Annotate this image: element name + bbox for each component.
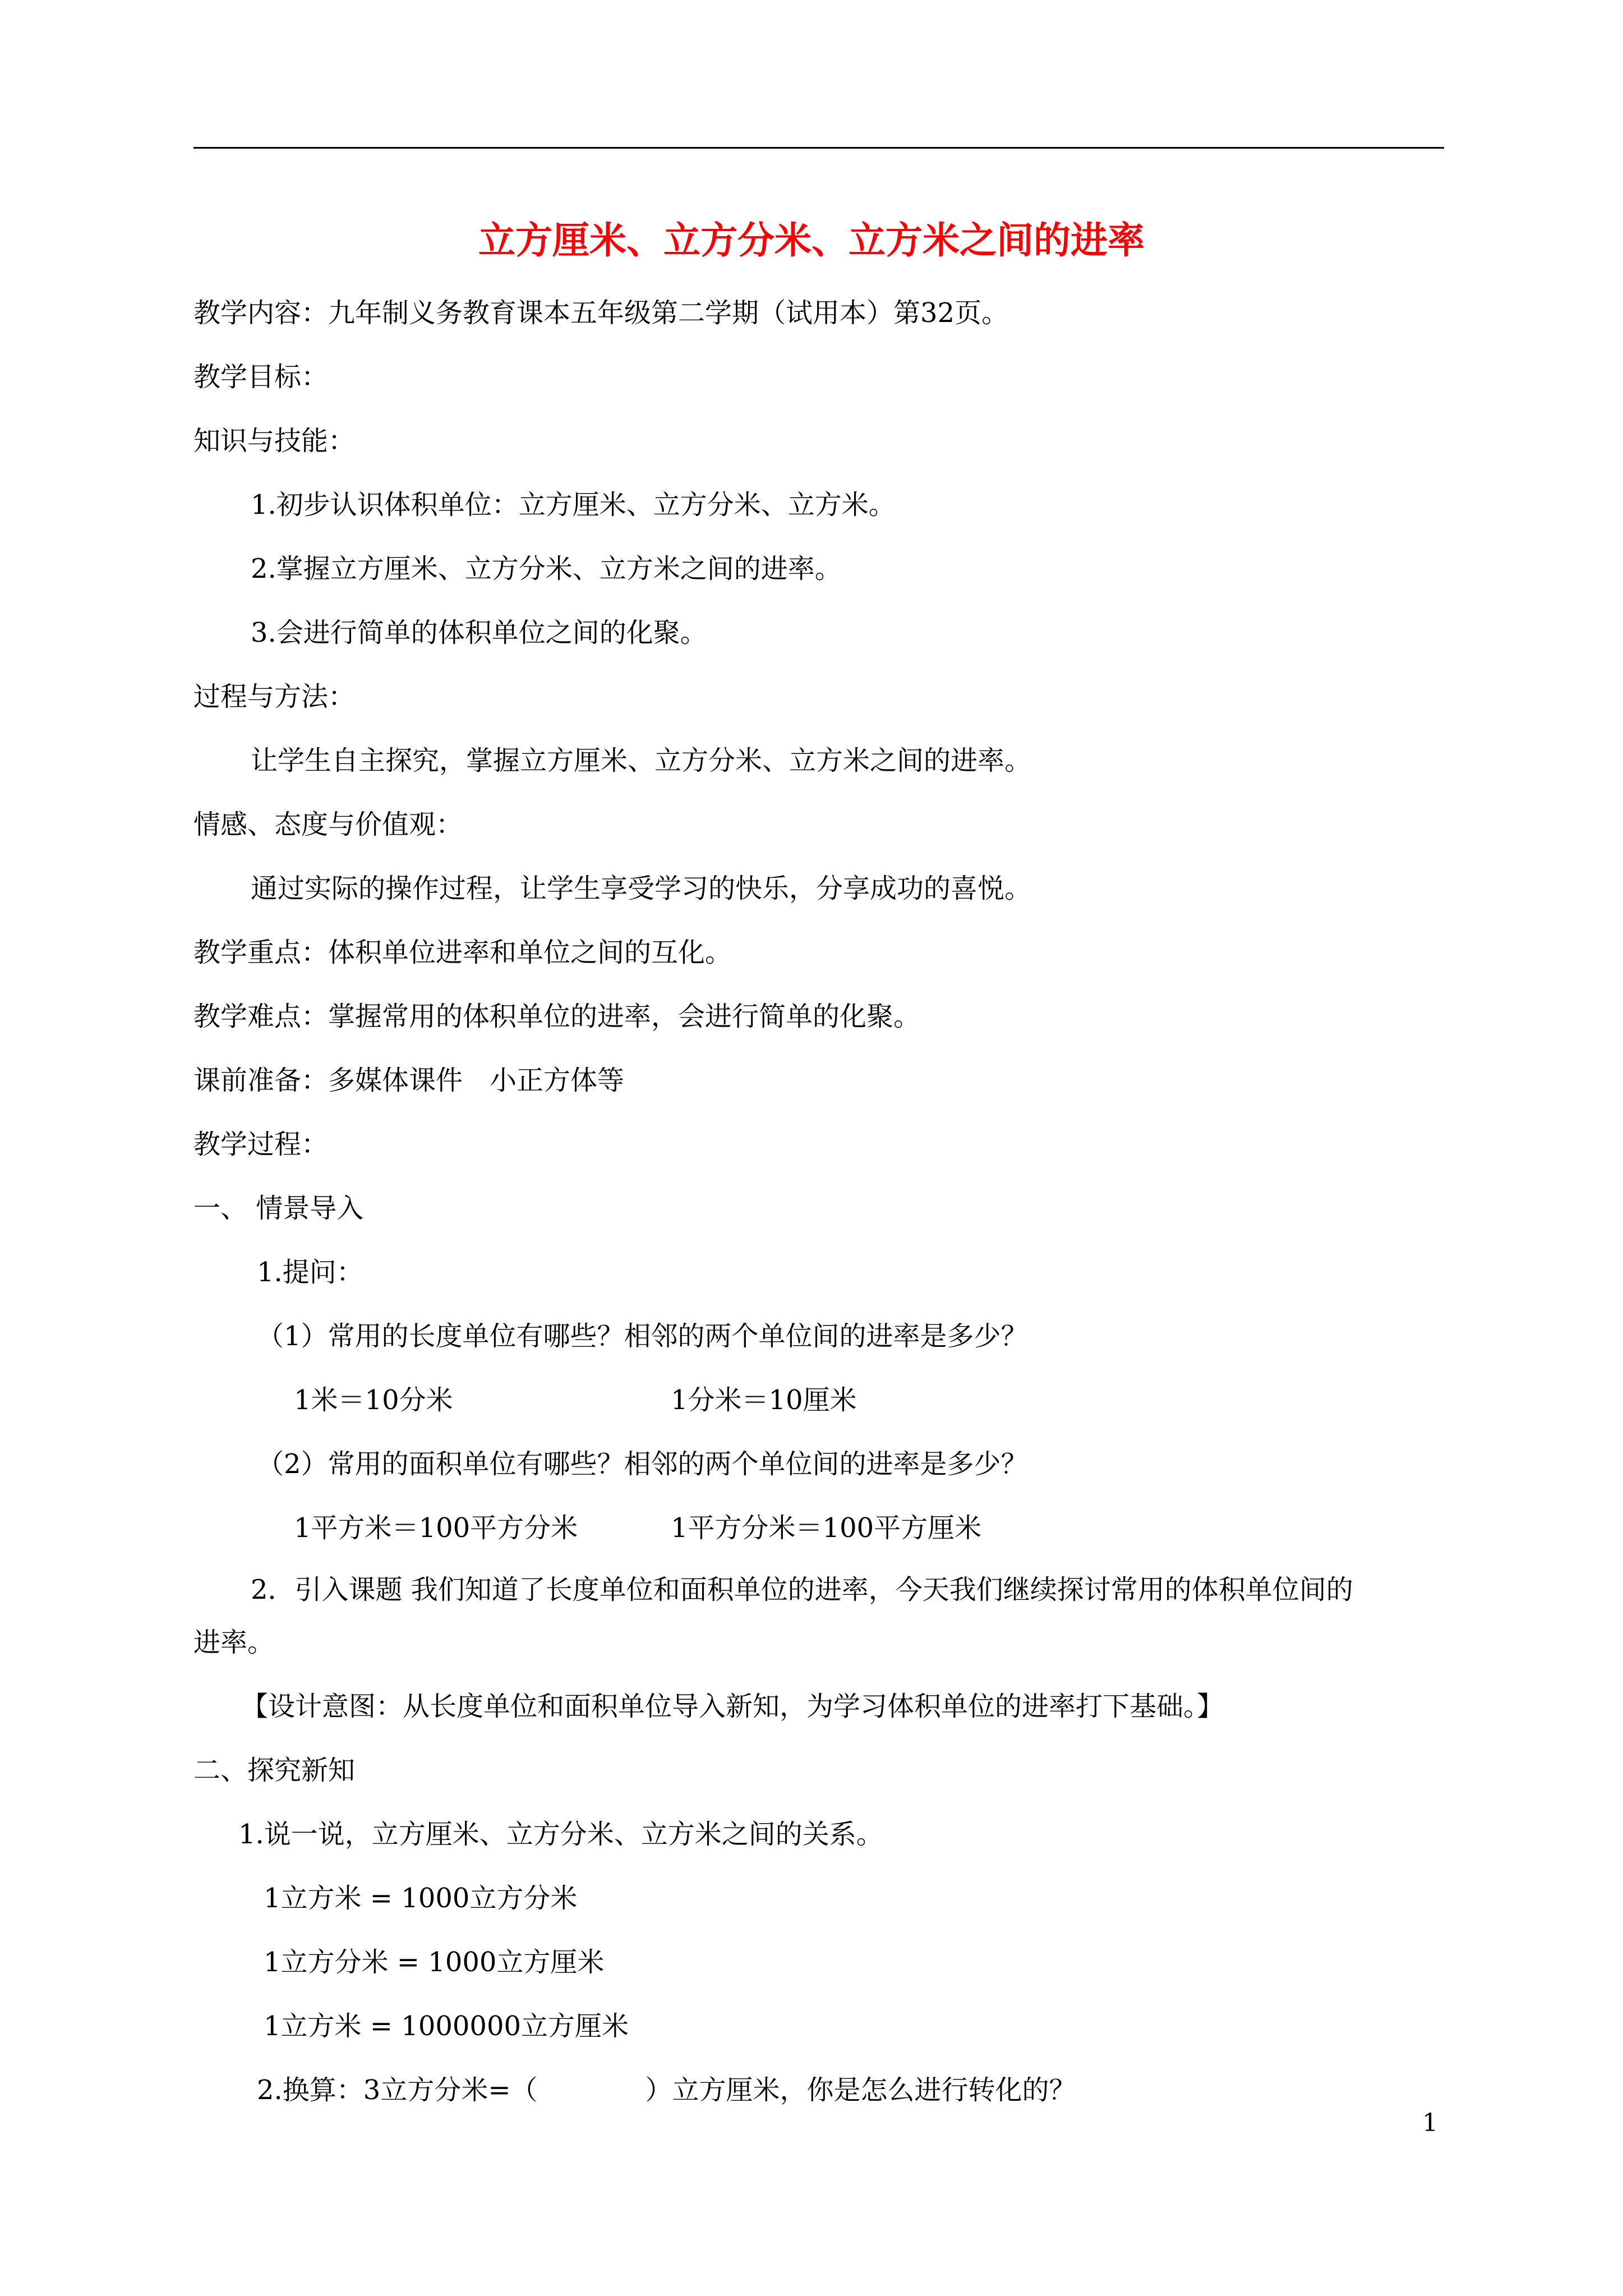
knowledge-item-1: 1.初步认识体积单位：立方厘米、立方分米、立方米。 [251,489,896,521]
volume-rate-3: 1立方米 = 1000000立方厘米 [264,2010,629,2042]
knowledge-skills-heading: 知识与技能： [193,425,356,457]
section-1-question-2: （2）常用的面积单位有哪些？相邻的两个单位间的进率是多少？ [257,1448,1028,1480]
emotion-text: 通过实际的操作过程，让学生享受学习的快乐，分享成功的喜悦。 [251,873,1032,904]
length-rate-1: 1米＝10分米 [294,1384,453,1416]
section-2-item-2: 2.换算：3立方分米=（ ）立方厘米，你是怎么进行转化的？ [257,2074,1076,2106]
section-2-item-1: 1.说一说，立方厘米、立方分米、立方米之间的关系。 [238,1819,883,1850]
process-method-heading: 过程与方法： [193,681,356,712]
emotion-heading: 情感、态度与价值观： [193,809,463,840]
introduce-topic: 2．引入课题 我们知道了长度单位和面积单位的进率，今天我们继续探讨常用的体积单位间的 [251,1574,1353,1605]
class-preparation: 课前准备：多媒体课件 小正方体等 [193,1065,625,1096]
length-rate-2: 1分米＝10厘米 [671,1384,857,1416]
design-intent: 【设计意图：从长度单位和面积单位导入新知，为学习体积单位的进率打下基础。】 [241,1691,1224,1722]
page-number: 1 [1422,2109,1438,2137]
volume-rate-1: 1立方米 = 1000立方分米 [264,1883,578,1914]
knowledge-item-3: 3.会进行简单的体积单位之间的化聚。 [251,617,707,648]
process-method-text: 让学生自主探究，掌握立方厘米、立方分米、立方米之间的进率。 [251,745,1032,776]
section-2-heading: 二、探究新知 [193,1755,356,1786]
section-1-question-1: （1）常用的长度单位有哪些？相邻的两个单位间的进率是多少？ [257,1320,1028,1352]
teaching-difficulty: 教学难点：掌握常用的体积单位的进率，会进行简单的化聚。 [193,1001,921,1032]
knowledge-item-2: 2.掌握立方厘米、立方分米、立方米之间的进率。 [251,553,842,585]
teaching-process-heading: 教学过程： [193,1129,329,1160]
section-1-question-label: 1.提问： [257,1257,363,1288]
introduce-topic-continued: 进率。 [193,1627,275,1658]
teaching-focus: 教学重点：体积单位进率和单位之间的互化。 [193,937,732,968]
volume-rate-2: 1立方分米 = 1000立方厘米 [264,1947,605,1978]
section-1-heading: 一、 情景导入 [193,1193,364,1224]
header-rule [193,147,1444,149]
teaching-content: 教学内容：九年制义务教育课本五年级第二学期（试用本）第32页。 [193,297,1009,329]
teaching-goal-heading: 教学目标： [193,361,329,393]
document-title: 立方厘米、立方分米、立方米之间的进率 [478,218,1145,262]
area-rate-1: 1平方米＝100平方分米 [294,1512,578,1544]
area-rate-2: 1平方分米＝100平方厘米 [671,1512,982,1544]
